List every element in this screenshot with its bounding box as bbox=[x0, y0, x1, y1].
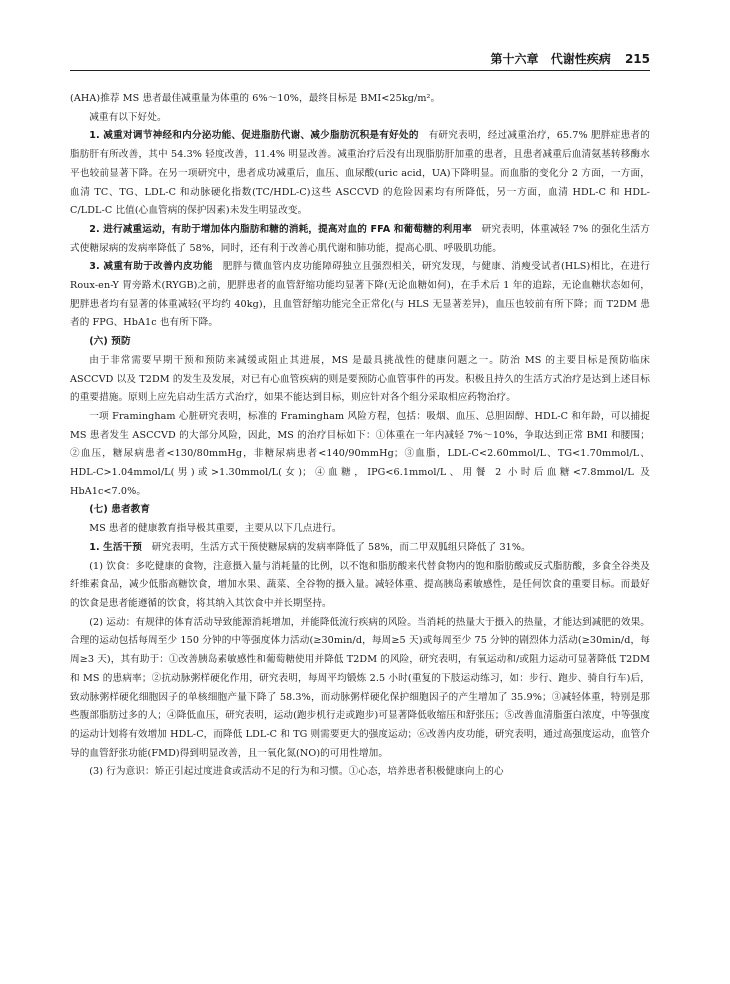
section-label: 代谢性疾病 bbox=[550, 52, 611, 66]
paragraph-text: 肥胖与微血管内皮功能障碍独立且强烈相关，研究发现，与健康、消瘦受试者(HLS)相比，在进行 Roux-en-Y 胃旁路术(RYGB)之前，肥胖患者的血管舒缩功能均显著下降(无论血糖如何)，在手术后 1 年的追踪，无论血糖状态如何，肥胖患者均有显著的体重减轻(平均约 40kg)，且血管舒缩功能完全正常化(与 HLS 无显著差异)，血压也较前有所下降；而 T2DM 患者的 FPG、HbA1c 也有所下降。 bbox=[70, 261, 650, 329]
paragraph-text: 研究表明，生活方式干预使糖尿病的发病率降低了 58%，而二甲双胍组只降低了 31%。 bbox=[141, 541, 531, 553]
paragraph-title: 3. 减重有助于改善内皮功能 bbox=[89, 261, 213, 273]
page-number: 215 bbox=[624, 52, 650, 66]
paragraph-text: 有研究表明，经过减重治疗，65.7% 肥胖症患者的脂肪肝有所改善，其中 54.3% 轻度改善，11.4% 明显改善。减重治疗后没有出现脂肪肝加重的患者，且患者减重后血清氨基转移酶水平也较前显著下降。在另一项研究中，患者成功减重后，血压、血尿酸(uric acid，UA)下降明显。而血脂的变化分 2 方面，一方面，血清 TC、TG、LDL-C 和动脉硬化指数(TC/HDL-C)这些 ASCCVD 的危险因素均有所降低，另一方面，血清 HDL-C 和 HDL-C/LDL-C 比值(心血管病的保护因素)未发生明显改变。 bbox=[70, 130, 650, 217]
paragraph-title: 2. 进行减重运动，有助于增加体内脂肪和糖的消耗，提高对血的 FFA 和葡萄糖的利用率 bbox=[89, 223, 472, 235]
page-body bbox=[70, 90, 650, 782]
titled-paragraph bbox=[70, 221, 650, 258]
body-paragraph: 减重有以下好处。 bbox=[89, 111, 167, 123]
paragraph-title: 1. 减重对调节神经和内分泌功能、促进脂肪代谢、减少脂肪沉积是有好处的 bbox=[89, 130, 419, 142]
header-rule bbox=[70, 70, 650, 71]
body-paragraph: (2) 运动：有规律的体育活动导致能源消耗增加，并能降低流行疾病的风险。当消耗的热量大于摄入的热量，才能达到减肥的效果。合理的运动包括每周至少 150 分钟的中等强度体力活动(≥30min/d，每周≥5 天)或每周至少 75 分钟的剧烈体力活动(≥30min/d，每周≥3 天)，其有助于：①改善胰岛素敏感性和葡萄糖使用并降低 T2DM 的风险，研究表明，有氧运动和/或阻力运动可显著降低 T2DM 和 MS 的患病率；②抗动脉粥样硬化作用，研究表明，每周平均锻炼 2.5 小时(重复的下肢运动练习，如：步行、跑步、骑自行车)后，致动脉粥样硬化细胞因子的单核细胞产量下降了 58.3%，而动脉粥样硬化保护细胞因子的产生增加了 35.9%；③减轻体重，特别是那些腹部脂肪过多的人；④降低血压，研究表明，运动(跑步机行走或跑步)可显著降低收缩压和舒张压；⑤改善血清脂蛋白浓度，中等强度的运动计划将有效增加 HDL-C，而降低 LDL-C 和 TG 则需要更大的强度运动；⑥改善内皮功能，研究表明，通过高强度运动，血管介导的血管舒张功能(FMD)得到明显改善，且一氧化氮(NO)的可用性增加。 bbox=[70, 616, 650, 759]
body-paragraph: (1) 饮食：多吃健康的食物，注意摄入量与消耗量的比例，以不饱和脂肪酸来代替食物内的饱和脂肪酸或反式脂肪酸，多食全谷类及纤维素食品，减少低脂高糖饮食，增加水果、蔬菜、全谷物的摄入量。减轻体重、提高胰岛素敏感性，是任何饮食的重要目标。而最好的饮食是患者能遵循的饮食，将其纳入其饮食中并长期坚持。 bbox=[70, 560, 650, 609]
body-paragraph: 由于非常需要早期干预和预防来减缓或阻止其进展，MS 是最具挑战性的健康问题之一。防治 MS 的主要目标是预防临床 ASCCVD 以及 T2DM 的发生及发展，对已有心血管疾病的则是要预防心血管事件的再发。积极且持久的生活方式治疗是达到上述目标的重要措施。原则上应先启动生活方式治疗，如果不能达到目标，则应针对各个组分采取相应药物治疗。 bbox=[70, 354, 650, 404]
titled-paragraph bbox=[70, 539, 650, 558]
titled-paragraph bbox=[70, 258, 650, 333]
paragraph-title: 1. 生活干预 bbox=[89, 541, 142, 553]
page-header bbox=[70, 50, 650, 72]
paragraph-text: 研究表明，体重减轻 7% 的强化生活方式使糖尿病的发病率降低了 58%，同时，还有利于改善心肌代谢和肺功能，提高心肌、呼吸肌功能。 bbox=[70, 223, 650, 254]
section-subheading: (六) 预防 bbox=[89, 336, 131, 348]
chapter-label: 第十六章 bbox=[490, 52, 539, 66]
titled-paragraph bbox=[70, 127, 650, 221]
body-paragraph: 一项 Framingham 心脏研究表明，标准的 Framingham 风险方程，包括：吸烟、血压、总胆固醇、HDL-C 和年龄，可以捕捉 MS 患者发生 ASCCVD 的大部分风险，因此，MS 的治疗目标如下：①体重在一年内减轻 7%～10%，争取达到正常 BMI 和腰围；②血压，糖尿病患者<130/80mmHg，非糖尿病患者<140/90mmHg；③血脂，LDL-C<2.60mmol/L、TG<1.70mmol/L、HDL-C>1.04mmol/L(男)或>1.30mmol/L(女)；④血糖，IPG<6.1mmol/L、用餐 2 小时后血糖<7.8mmol/L 及 HbA1c<7.0%。 bbox=[70, 410, 650, 497]
body-paragraph: (AHA)推荐 MS 患者最佳减重量为体重的 6%～10%，最终目标是 BMI<25kg/m²。 bbox=[70, 93, 441, 104]
body-paragraph: (3) 行为意识：矫正引起过度进食或活动不足的行为和习惯。①心态，培养患者积极健康向上的心 bbox=[89, 766, 504, 778]
section-subheading: (七) 患者教育 bbox=[89, 504, 151, 516]
body-paragraph: MS 患者的健康教育指导极其重要，主要从以下几点进行。 bbox=[89, 523, 342, 535]
running-head bbox=[491, 50, 650, 67]
